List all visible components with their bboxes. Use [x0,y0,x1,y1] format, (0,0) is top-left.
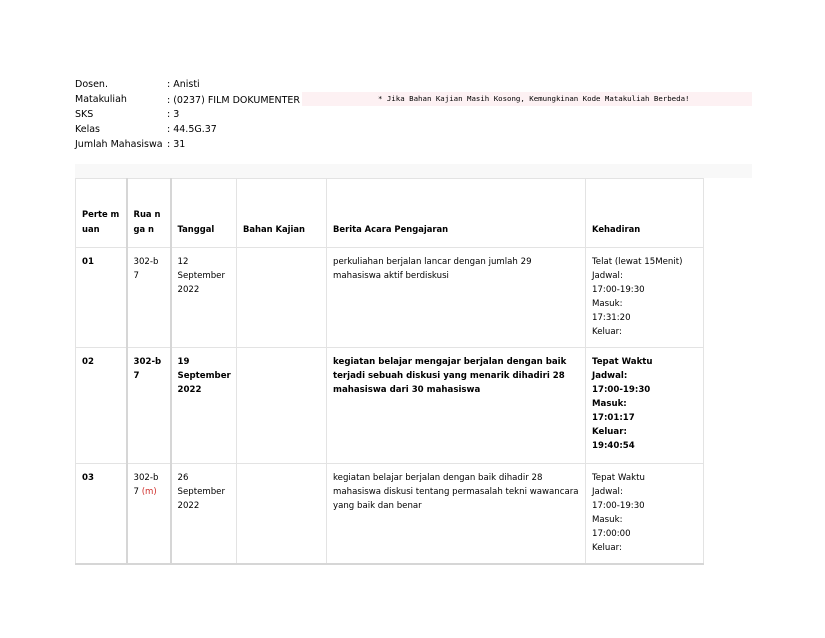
col-header-berita-acara: Berita Acara Pengajaran [327,179,586,248]
kehadiran-jadwal-label: Jadwal: [592,371,628,381]
bahan-kajian-cell [237,348,327,464]
tanggal-cell: 19 September 2022 [171,348,237,464]
ruangan-cell [127,248,171,348]
kehadiran-keluar-value: 19:40:54 [592,441,635,451]
kehadiran-keluar-label: Keluar: [592,427,627,437]
kehadiran-masuk-value: 17:31:20 [592,313,631,323]
kehadiran-cell [586,348,704,464]
table-top-band [75,164,752,178]
table-row [76,248,704,348]
kehadiran-jadwal-value: 17:00-19:30 [592,385,651,395]
table-header-row [76,179,704,248]
kelas-value: : 44.5G.37 [167,124,217,135]
col-header-ruangan: Rua nga n [127,179,171,248]
table-row [76,348,704,464]
ruangan-value: 302-b7 [133,357,162,381]
pertemuan-cell: 01 [76,248,127,348]
ruangan-cell [127,464,171,565]
bahan-kajian-cell [237,248,327,348]
ruangan-value: 302-b7 [133,473,159,497]
kehadiran-status: Telat (lewat 15Menit) [592,257,683,267]
sks-value: : 3 [167,109,180,120]
dosen-label: Dosen. [75,79,108,90]
kehadiran-status: Tepat Waktu [592,473,645,483]
kehadiran-keluar-label: Keluar: [592,327,622,337]
kehadiran-masuk-label: Masuk: [592,299,623,309]
kehadiran-jadwal-value: 17:00-19:30 [592,285,645,295]
berita-acara-cell: kegiatan belajar mengajar berjalan dengan baik terjadi sebuah diskusi yang menarik dihadiri 28 mahasiswa dari 30 mahasiswa [327,348,586,464]
kehadiran-jadwal-value: 17:00-19:30 [592,501,645,511]
kehadiran-keluar-label: Keluar: [592,543,622,553]
kehadiran-status: Tepat Waktu [592,357,653,367]
kehadiran-jadwal-label: Jadwal: [592,487,623,497]
kehadiran-masuk-label: Masuk: [592,515,623,525]
col-header-bahan-kajian: Bahan Kajian [237,179,327,248]
matakuliah-label: Matakuliah [75,94,127,105]
jumlah-mahasiswa-value: : 31 [167,139,186,150]
ruangan-tag: (m) [141,487,157,497]
sks-label: SKS [75,109,94,120]
col-header-pertemuan: Perte muan [76,179,127,248]
pertemuan-cell: 03 [76,464,127,565]
kehadiran-masuk-label: Masuk: [592,399,627,409]
jumlah-mahasiswa-label: Jumlah Mahasiswa [75,139,163,150]
ruangan-value: 302-b7 [133,257,159,281]
pertemuan-cell: 02 [76,348,127,464]
kehadiran-cell [586,248,704,348]
kehadiran-jadwal-label: Jadwal: [592,271,623,281]
kehadiran-cell [586,464,704,565]
kelas-label: Kelas [75,124,101,135]
attendance-table [75,178,704,565]
ruangan-cell [127,348,171,464]
bahan-kajian-warning-note: * Jika Bahan Kajian Masih Kosong, Kemungkinan Kode Matakuliah Berbeda! [302,92,752,106]
col-header-tanggal: Tanggal [171,179,237,248]
tanggal-cell: 12 September 2022 [171,248,237,348]
bahan-kajian-cell [237,464,327,565]
col-header-kehadiran: Kehadiran [586,179,704,248]
kehadiran-masuk-value: 17:01:17 [592,413,635,423]
tanggal-cell: 26 September 2022 [171,464,237,565]
berita-acara-cell: kegiatan belajar berjalan dengan baik dihadir 28 mahasiswa diskusi tentang permasalah tekni wawancara yang baik dan benar [327,464,586,565]
kehadiran-masuk-value: 17:00:00 [592,529,631,539]
matakuliah-value: : (0237) FILM DOKUMENTER [167,95,301,106]
dosen-value: : Anisti [167,79,200,90]
table-row [76,464,704,565]
berita-acara-cell: perkuliahan berjalan lancar dengan jumlah 29 mahasiswa aktif berdiskusi [327,248,586,348]
